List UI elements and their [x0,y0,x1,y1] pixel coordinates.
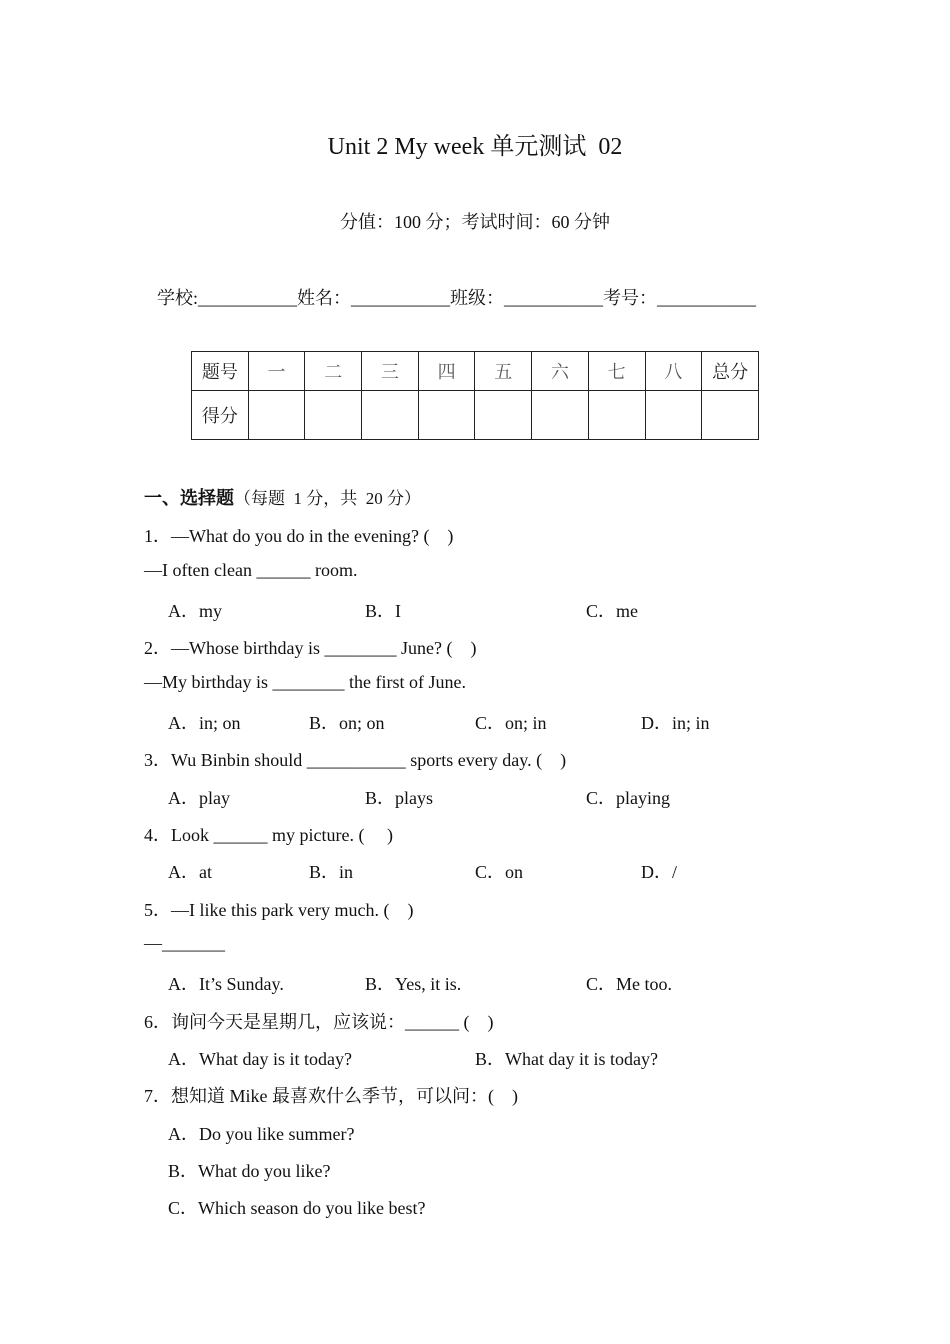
question-line: D．/ [641,862,677,882]
question-line: A．in; on [168,713,241,733]
score-input-cell[interactable] [475,391,532,440]
question-line: A．play [168,788,230,808]
question-line: A．What day is it today? [168,1049,352,1069]
question-line: 3．Wu Binbin should ___________ sports every day. ( ) [144,750,567,770]
question-line: B．What day it is today? [475,1049,658,1069]
score-table-cell: 总分 [702,352,759,391]
question-line: —My birthday is ________ the first of June. [144,672,466,692]
page-title: Unit 2 My week 单元测试 02 [327,134,623,160]
question-line: C．Me too. [586,974,673,994]
student-info-line: 学校:___________姓名：___________班级：___________考号：___________ [157,288,756,308]
question-line: 4．Look ______ my picture. ( ) [144,825,393,845]
score-table-cell: 五 [475,352,532,391]
question-line: B．in [309,862,354,882]
question-line: —I often clean ______ room. [144,560,358,580]
question-line: D．in; in [641,713,710,733]
score-input-cell[interactable] [362,391,419,440]
score-input-cell[interactable] [588,391,645,440]
exam-info-subtitle: 分值：100 分；考试时间：60 分钟 [340,212,610,232]
score-table-cell: 题号 [192,352,249,391]
question-line: C．Which season do you like best? [168,1198,426,1218]
section-heading [144,484,421,510]
question-line: A．It’s Sunday. [168,974,284,994]
question-line: B．Yes, it is. [365,974,462,994]
score-input-cell[interactable] [702,391,759,440]
score-table-cell: 二 [305,352,362,391]
question-line: B．plays [365,788,434,808]
question-line: B．What do you like? [168,1161,331,1181]
question-line: 2．—Whose birthday is ________ June? ( ) [144,638,477,658]
question-line: C．on [475,862,524,882]
question-line: B．I [365,601,401,621]
score-input-cell[interactable] [532,391,589,440]
score-table-cell: 三 [362,352,419,391]
question-line: B．on; on [309,713,385,733]
question-line: 1．—What do you do in the evening? ( ) [144,526,454,546]
question-line: 5．—I like this park very much. ( ) [144,900,414,920]
score-input-cell[interactable] [248,391,305,440]
question-line: A．at [168,862,212,882]
section-note: （每题 1 分，共 20 分） [234,489,421,508]
question-line: A．Do you like summer? [168,1124,355,1144]
question-line: —_______ [144,933,225,953]
score-table [191,351,759,440]
question-line: 6．询问今天是星期几，应该说：______ ( ) [144,1012,494,1032]
score-input-cell[interactable] [305,391,362,440]
score-table-score-row [192,391,759,440]
question-line: C．on; in [475,713,547,733]
score-table-cell: 得分 [192,391,249,440]
score-input-cell[interactable] [645,391,702,440]
score-table-cell: 一 [248,352,305,391]
score-table-cell: 七 [588,352,645,391]
score-table-cell: 六 [532,352,589,391]
score-table-header-row [192,352,759,391]
question-line: 7．想知道 Mike 最喜欢什么季节，可以问：( ) [144,1086,518,1106]
question-line: C．me [586,601,638,621]
question-line: C．playing [586,788,670,808]
question-line: A．my [168,601,222,621]
score-table-cell: 八 [645,352,702,391]
score-input-cell[interactable] [418,391,475,440]
section-title: 一、选择题 [144,488,234,508]
score-table-cell: 四 [418,352,475,391]
